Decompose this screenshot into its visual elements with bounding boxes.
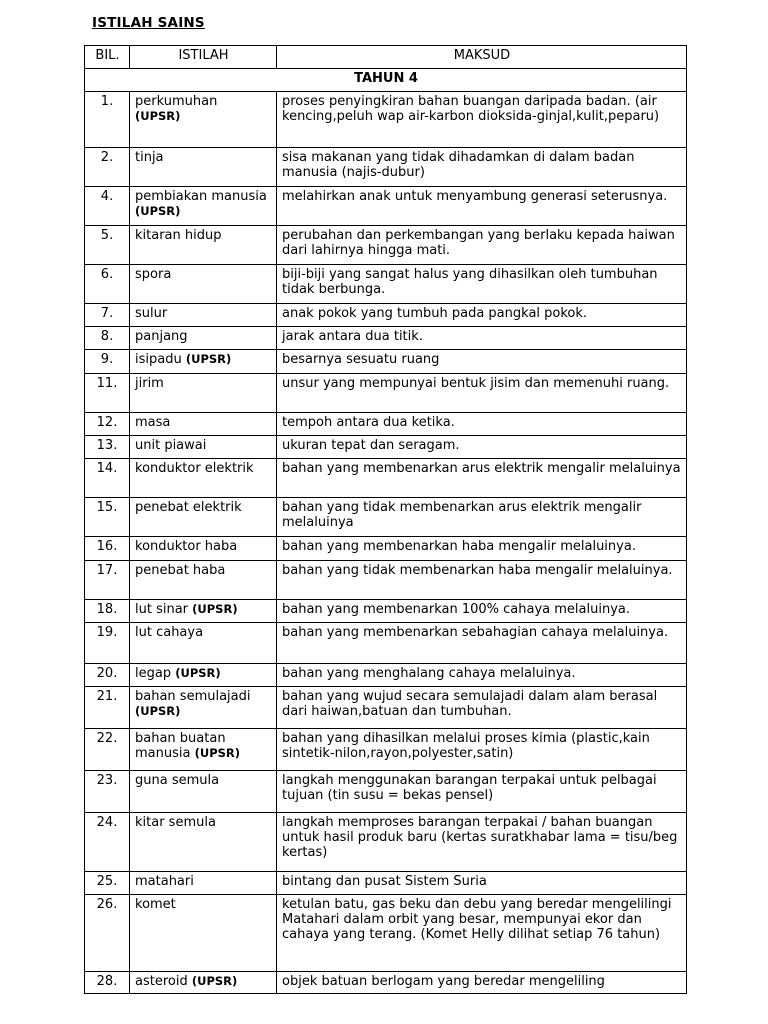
definition-cell: objek batuan berlogam yang beredar mengeliling — [277, 972, 687, 994]
row-number: 14. — [85, 459, 130, 498]
table-row — [85, 265, 687, 304]
row-number: 20. — [85, 664, 130, 687]
definition-cell: tempoh antara dua ketika. — [277, 413, 687, 436]
term-cell — [130, 813, 277, 872]
definition-cell: jarak antara dua titik. — [277, 327, 687, 350]
row-number: 28. — [85, 972, 130, 994]
table-row — [85, 813, 687, 872]
term-cell — [130, 972, 277, 994]
section-row — [85, 69, 687, 92]
term-text: masa — [135, 415, 171, 430]
term-text: penebat haba — [135, 563, 226, 578]
term-cell — [130, 226, 277, 265]
term-cell — [130, 265, 277, 304]
upsr-tag: (UPSR) — [185, 352, 232, 366]
upsr-tag: (UPSR) — [191, 974, 238, 988]
row-number: 16. — [85, 537, 130, 561]
table-row — [85, 537, 687, 561]
term-cell — [130, 413, 277, 436]
header-istilah: ISTILAH — [130, 46, 277, 69]
row-number: 7. — [85, 304, 130, 327]
term-cell — [130, 148, 277, 187]
term-text: bahan buatan manusia — [135, 731, 226, 761]
table-row — [85, 226, 687, 265]
row-number: 6. — [85, 265, 130, 304]
definition-cell: perubahan dan perkembangan yang berlaku kepada haiwan dari lahirnya hingga mati. — [277, 226, 687, 265]
table-row — [85, 459, 687, 498]
term-text: penebat elektrik — [135, 500, 242, 515]
row-number: 11. — [85, 374, 130, 413]
row-number: 1. — [85, 92, 130, 148]
term-text: panjang — [135, 329, 188, 344]
term-text: asteroid — [135, 974, 188, 989]
definition-cell: unsur yang mempunyai bentuk jisim dan memenuhi ruang. — [277, 374, 687, 413]
term-text: lut cahaya — [135, 625, 204, 640]
definition-cell: bahan yang tidak membenarkan haba mengalir melaluinya. — [277, 561, 687, 600]
term-text: tinja — [135, 150, 164, 165]
header-bil: BIL. — [85, 46, 130, 69]
table-row — [85, 413, 687, 436]
table-row — [85, 187, 687, 226]
term-text: jirim — [135, 376, 164, 391]
term-text: komet — [135, 897, 176, 912]
term-cell — [130, 350, 277, 374]
table-row — [85, 350, 687, 374]
upsr-tag: (UPSR) — [135, 204, 181, 218]
term-cell — [130, 374, 277, 413]
definition-cell: bahan yang membenarkan arus elektrik mengalir melaluinya — [277, 459, 687, 498]
row-number: 5. — [85, 226, 130, 265]
row-number: 15. — [85, 498, 130, 537]
row-number: 13. — [85, 436, 130, 459]
term-text: bahan semulajadi — [135, 689, 251, 704]
term-text: guna semula — [135, 773, 220, 788]
term-cell — [130, 304, 277, 327]
table-row — [85, 771, 687, 813]
definition-cell: bahan yang tidak membenarkan arus elektrik mengalir melaluinya — [277, 498, 687, 537]
upsr-tag: (UPSR) — [135, 109, 181, 123]
table-header-row — [85, 46, 687, 69]
table-row — [85, 600, 687, 623]
term-cell — [130, 459, 277, 498]
term-text: lut sinar — [135, 602, 189, 617]
row-number: 9. — [85, 350, 130, 374]
table-row — [85, 872, 687, 895]
term-text: unit piawai — [135, 438, 207, 453]
table-row — [85, 92, 687, 148]
term-cell — [130, 92, 277, 148]
table-row — [85, 498, 687, 537]
table-row — [85, 729, 687, 771]
row-number: 12. — [85, 413, 130, 436]
row-number: 21. — [85, 687, 130, 729]
header-maksud: MAKSUD — [277, 46, 687, 69]
term-text: pembiakan manusia — [135, 189, 267, 204]
definition-cell: biji-biji yang sangat halus yang dihasilkan oleh tumbuhan tidak berbunga. — [277, 265, 687, 304]
table-row — [85, 895, 687, 972]
term-text: legap — [135, 666, 172, 681]
table-row — [85, 664, 687, 687]
table-row — [85, 327, 687, 350]
table-row — [85, 561, 687, 600]
term-cell — [130, 327, 277, 350]
definition-cell: langkah memproses barangan terpakai / bahan buangan untuk hasil produk baru (kertas suratkhabar lama = tisu/beg kertas) — [277, 813, 687, 872]
definition-cell: proses penyingkiran bahan buangan daripada badan. (air kencing,peluh wap air-karbon dioksida-ginjal,kulit,peparu) — [277, 92, 687, 148]
definition-cell: anak pokok yang tumbuh pada pangkal pokok. — [277, 304, 687, 327]
definition-cell: melahirkan anak untuk menyambung generasi seterusnya. — [277, 187, 687, 226]
term-cell — [130, 664, 277, 687]
definition-cell: bintang dan pusat Sistem Suria — [277, 872, 687, 895]
table-row — [85, 148, 687, 187]
row-number: 24. — [85, 813, 130, 872]
upsr-tag: (UPSR) — [175, 666, 221, 680]
term-text: perkumuhan — [135, 94, 218, 109]
upsr-tag: (UPSR) — [194, 746, 241, 760]
term-text: konduktor elektrik — [135, 461, 254, 476]
table-row — [85, 436, 687, 459]
term-cell — [130, 895, 277, 972]
row-number: 4. — [85, 187, 130, 226]
table-row — [85, 687, 687, 729]
term-cell — [130, 600, 277, 623]
term-cell — [130, 771, 277, 813]
science-terms-table — [84, 45, 687, 994]
table-row — [85, 623, 687, 664]
definition-cell: ukuran tepat dan seragam. — [277, 436, 687, 459]
row-number: 19. — [85, 623, 130, 664]
page-title: ISTILAH SAINS — [92, 15, 205, 31]
upsr-tag: (UPSR) — [135, 704, 181, 718]
term-cell — [130, 498, 277, 537]
term-text: isipadu — [135, 352, 182, 367]
definition-cell: sisa makanan yang tidak dihadamkan di dalam badan manusia (najis-dubur) — [277, 148, 687, 187]
term-cell — [130, 436, 277, 459]
row-number: 26. — [85, 895, 130, 972]
table-row — [85, 304, 687, 327]
term-cell — [130, 187, 277, 226]
term-cell — [130, 687, 277, 729]
definition-cell: bahan yang membenarkan 100% cahaya melaluinya. — [277, 600, 687, 623]
term-cell — [130, 729, 277, 771]
definition-cell: langkah menggunakan barangan terpakai untuk pelbagai tujuan (tin susu = bekas pensel) — [277, 771, 687, 813]
row-number: 25. — [85, 872, 130, 895]
term-cell — [130, 561, 277, 600]
row-number: 2. — [85, 148, 130, 187]
section-title: TAHUN 4 — [85, 69, 687, 92]
term-text: kitar semula — [135, 815, 216, 830]
term-text: konduktor haba — [135, 539, 238, 554]
definition-cell: bahan yang membenarkan sebahagian cahaya melaluinya. — [277, 623, 687, 664]
definition-cell: besarnya sesuatu ruang — [277, 350, 687, 374]
definition-cell: bahan yang wujud secara semulajadi dalam alam berasal dari haiwan,batuan dan tumbuhan. — [277, 687, 687, 729]
term-text: sulur — [135, 306, 168, 321]
upsr-tag: (UPSR) — [192, 602, 238, 616]
table-row — [85, 972, 687, 994]
definition-cell: bahan yang dihasilkan melalui proses kimia (plastic,kain sintetik-nilon,rayon,polyester,satin) — [277, 729, 687, 771]
term-text: spora — [135, 267, 172, 282]
term-text: matahari — [135, 874, 194, 889]
term-text: kitaran hidup — [135, 228, 222, 243]
row-number: 23. — [85, 771, 130, 813]
definition-cell: bahan yang menghalang cahaya melaluinya. — [277, 664, 687, 687]
row-number: 17. — [85, 561, 130, 600]
term-cell — [130, 537, 277, 561]
row-number: 22. — [85, 729, 130, 771]
definition-cell: bahan yang membenarkan haba mengalir melaluinya. — [277, 537, 687, 561]
term-cell — [130, 872, 277, 895]
term-cell — [130, 623, 277, 664]
row-number: 8. — [85, 327, 130, 350]
row-number: 18. — [85, 600, 130, 623]
table-row — [85, 374, 687, 413]
definition-cell: ketulan batu, gas beku dan debu yang beredar mengelilingi Matahari dalam orbit yang besar, mempunyai ekor dan cahaya yang terang. (Komet Helly dilihat setiap 76 tahun) — [277, 895, 687, 972]
